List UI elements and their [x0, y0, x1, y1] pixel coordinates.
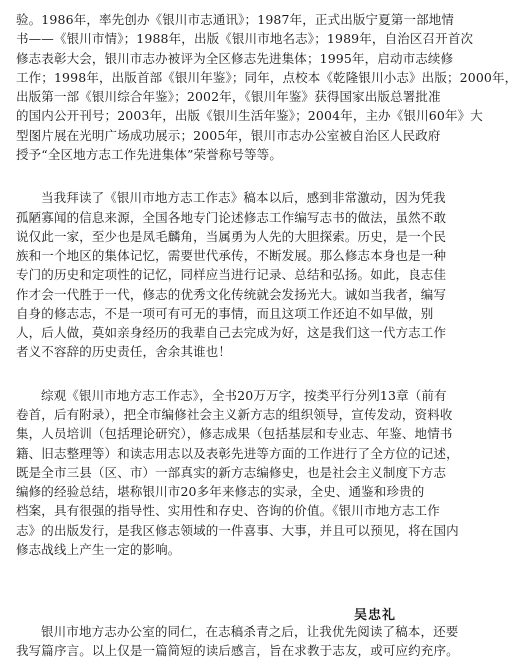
- text-line: [16, 362, 434, 381]
- text-line: 修志战线上产生一定的影响。: [16, 541, 181, 557]
- text-line: 型图片展在光明广场成功展示；2005年，银川市志办公室被自治区人民政府: [16, 127, 441, 143]
- text-line: 工作；1998年，出版首部《银川年鉴》；同年，点校本《乾隆银川小志》出版；2000年，: [16, 69, 517, 85]
- text-line: 孤陋寡闻的信息来源，全国各地专门论述修志工作编写志书的做法，虽然不敢: [16, 209, 447, 225]
- text-line: 综观《银川市地方志工作志》，全书20万万字，按类平行分列13章（前有: [41, 387, 447, 403]
- paragraph-2: [16, 188, 447, 381]
- paragraph-1: [16, 10, 517, 183]
- text-line: 银川市地方志办公室的同仁，在志稿杀青之后，让我优先阅读了稿本，还要: [41, 623, 459, 639]
- text-line: [16, 559, 434, 578]
- text-line: 授予“全区地方志工作先进集体”荣誉称号等等。: [16, 146, 283, 162]
- text-line: 者义不容辞的历史责任，舍余其谁也！: [16, 344, 232, 360]
- text-line: 验。1986年，率先创办《银川市志通讯》；1987年，正式出版宁夏第一部地情: [16, 12, 455, 27]
- text-line: 档案，具有很强的指导性、实用性和存史、咨询的价值。《银川市地方志工作: [16, 503, 440, 519]
- text-line: 集，人员培训（包括理论研究），修志成果（包括基层和专业志、年鉴、地情书: [16, 426, 453, 442]
- text-line: 说仅此一家，至少也是凤毛麟角，当属勇为人先的大胆探索。历史，是一个民: [16, 228, 447, 244]
- text-line: 人，后人做，莫如亲身经历的我辈自己去完成为好，这是我们这一代方志工作: [16, 325, 447, 340]
- text-line: 专门的历史和定项性的记忆，同样应当进行记录、总结和弘扬。如此，良志佳: [16, 267, 447, 283]
- text-line: 当我拜读了《银川市地方志工作志》稿本以后，感到非常激动，因为凭我: [41, 190, 446, 206]
- text-line: 籍、旧志整理等）和读志用志以及表彰先进等方面的工作进行了全方位的记述，: [16, 445, 459, 461]
- paragraph-4: [16, 622, 459, 660]
- text-line: 出版第一部《银川综合年鉴》；2002年，《银川年鉴》获得国家出版总署批准: [16, 89, 441, 104]
- text-line: [16, 164, 434, 183]
- text-line: 卷首，后有附录），把全市编修社会主义新方志的组织领导，宣传发动，资料收: [16, 407, 453, 422]
- author-signature: 吴忠礼: [353, 608, 396, 623]
- text-line: 既是全市三县（区、市）一部真实的新方志编修史，也是社会主义制度下方志: [16, 464, 447, 480]
- paragraph-3: [16, 386, 459, 617]
- text-line: [16, 578, 434, 597]
- text-line: 我写篇序言。以上仅是一篇简短的读后感言，旨在求教于志友，或可应约充序。: [16, 643, 459, 658]
- text-line: 族和一个地区的集体记忆，需要世代承传，不断发展。那么修志本身也是一种: [16, 248, 447, 263]
- text-line: 编修的经验总结，堪称银川市20多年来修志的实录，全史、通鉴和珍贵的: [16, 484, 425, 499]
- text-line: 修志表彰大会，银川市志办被评为全区修志先进集体；1995年，启动市志续修: [16, 50, 454, 66]
- body-text: [16, 10, 517, 660]
- text-line: 书——《银川市情》；1988年，出版《银川市地名志》；1989年，自治区召开首次: [16, 31, 474, 47]
- text-line: 的国内公开刊号；2003年，出版《银川生活年鉴》；2004年，主办《银川60年》大: [16, 108, 483, 124]
- text-line: 志》的出版发行，是我区修志领域的一件喜事、大事，并且可以预见，将在国内: [16, 522, 459, 538]
- text-line: 作才会一代胜于一代，修志的优秀文化传统就会发扬光大。诚如当我者，编写: [16, 286, 447, 302]
- text-line: 自身的修志志，不是一项可有可无的事情，而且这项工作还迫不如早做，别: [16, 305, 434, 321]
